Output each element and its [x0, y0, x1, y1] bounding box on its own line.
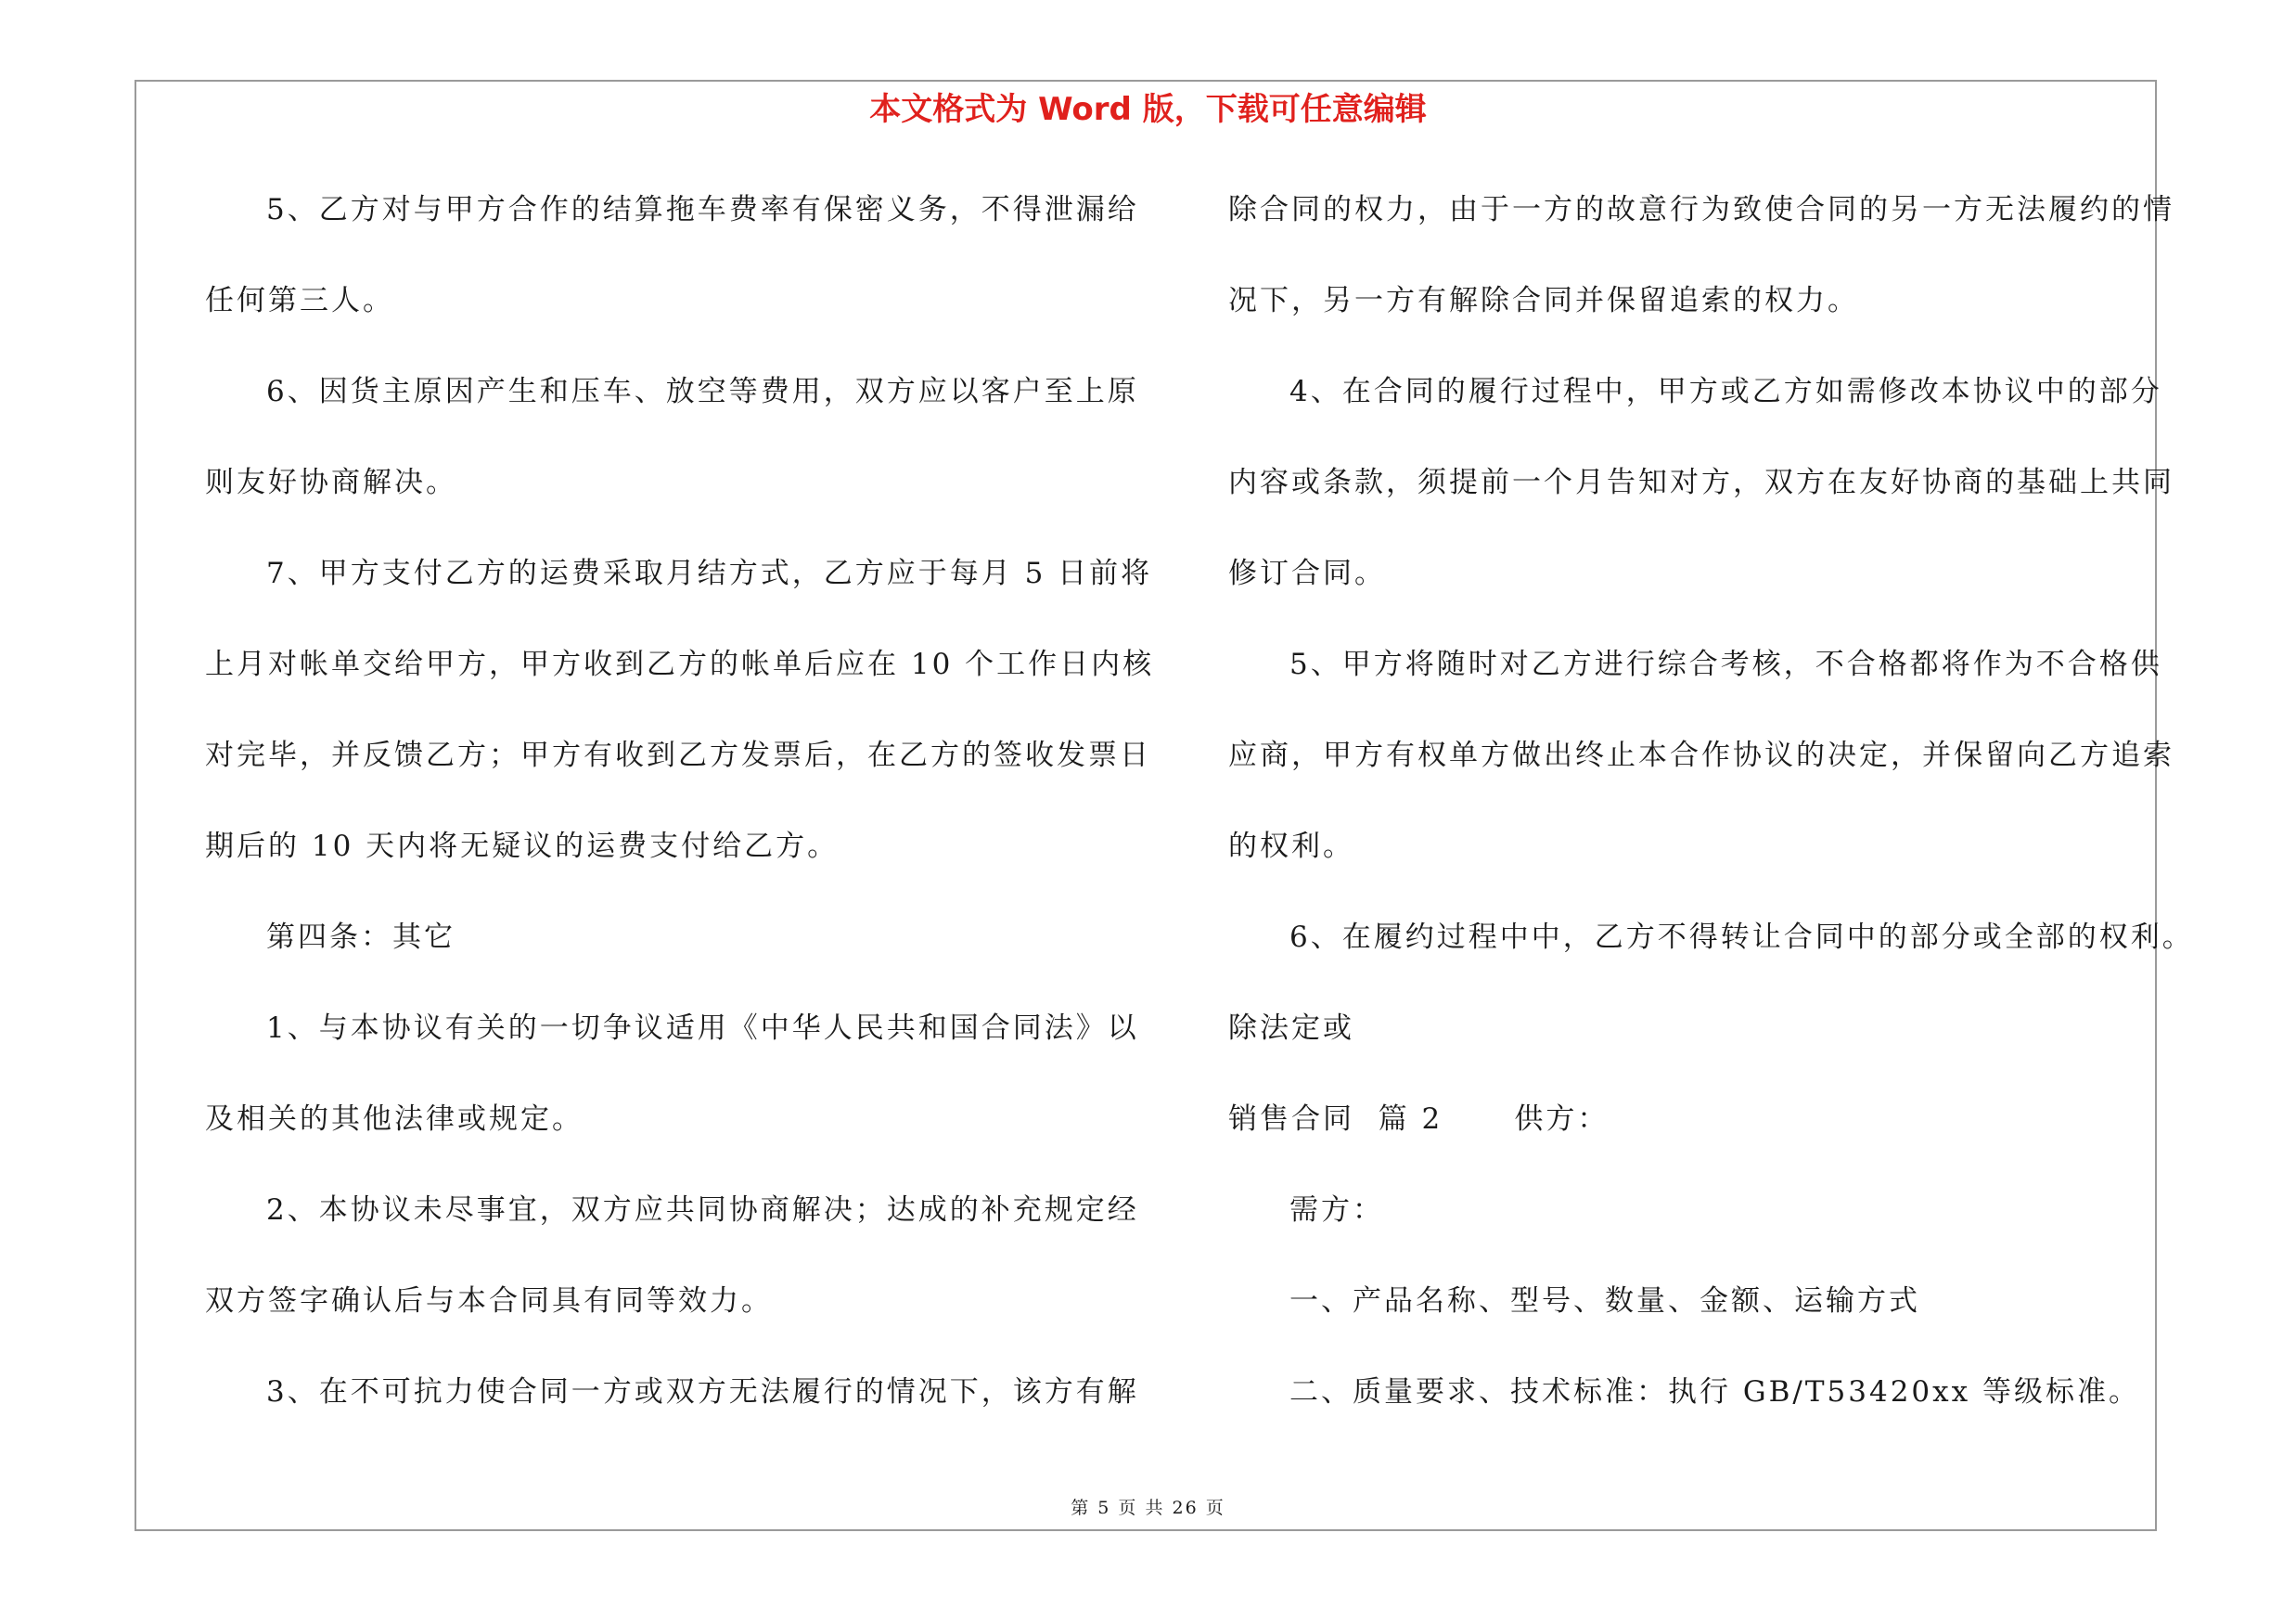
paragraph-line: 1、与本协议有关的一切争议适用《中华人民共和国合同法》以 [266, 1011, 1139, 1045]
paragraph-line: 期后的 10 天内将无疑议的运费支付给乙方。 [205, 830, 840, 863]
paragraph-line: 则友好协商解决。 [205, 466, 457, 499]
paragraph-line: 4、在合同的履行过程中，甲方或乙方如需修改本协议中的部分 [1289, 375, 2162, 408]
paragraph-line: 除合同的权力，由于一方的故意行为致使合同的另一方无法履约的情 [1228, 193, 2174, 226]
right-column [1228, 182, 2194, 1455]
paragraph-line: 一、产品名称、型号、数量、金额、运输方式 [1289, 1284, 1920, 1318]
left-column [205, 182, 1155, 1455]
paragraph-line: 5、甲方将随时对乙方进行综合考核，不合格都将作为不合格供 [1289, 648, 2162, 681]
paragraph-line: 上月对帐单交给甲方，甲方收到乙方的帐单后应在 10 个工作日内核 [205, 648, 1155, 681]
paragraph-line: 修订合同。 [1228, 557, 1386, 590]
paragraph-line: 双方签字确认后与本合同具有同等效力。 [205, 1284, 773, 1318]
paragraph-line: 内容或条款，须提前一个月告知对方，双方在友好协商的基础上共同 [1228, 466, 2174, 499]
paragraph-line: 5、乙方对与甲方合作的结算拖车费率有保密义务，不得泄漏给 [266, 193, 1139, 226]
paragraph-line: 除法定或 [1228, 1011, 1354, 1045]
paragraph-line: 7、甲方支付乙方的运费采取月结方式，乙方应于每月 5 日前将 [266, 557, 1153, 590]
paragraph-line: 需方： [1289, 1193, 1384, 1227]
format-banner: 本文格式为 Word 版，下载可任意编辑 [869, 91, 1427, 128]
paragraph-line: 应商，甲方有权单方做出终止本合作协议的决定，并保留向乙方追索 [1228, 739, 2174, 772]
paragraph-line: 况下，另一方有解除合同并保留追索的权力。 [1228, 284, 1859, 317]
page-number: 第 5 页 共 26 页 [1071, 1498, 1225, 1518]
paragraph-line: 6、在履约过程中中，乙方不得转让合同中的部分或全部的权利。 [1289, 921, 2194, 954]
paragraph-line: 的权利。 [1228, 830, 1354, 863]
paragraph-line: 及相关的其他法律或规定。 [205, 1102, 584, 1136]
paragraph-line: 任何第三人。 [205, 284, 394, 317]
section-heading: 第四条：其它 [266, 921, 455, 954]
paragraph-line: 2、本协议未尽事宜，双方应共同协商解决；达成的补充规定经 [266, 1193, 1139, 1227]
contract-title-line: 销售合同 篇 2 供方： [1228, 1102, 1610, 1136]
paragraph-line: 二、质量要求、技术标准：执行 GB/T53420xx 等级标准。 [1289, 1375, 2140, 1409]
paragraph-line: 3、在不可抗力使合同一方或双方无法履行的情况下，该方有解 [266, 1375, 1139, 1409]
paragraph-line: 6、因货主原因产生和压车、放空等费用，双方应以客户至上原 [266, 375, 1139, 408]
paragraph-line: 对完毕，并反馈乙方；甲方有收到乙方发票后，在乙方的签收发票日 [205, 739, 1151, 772]
